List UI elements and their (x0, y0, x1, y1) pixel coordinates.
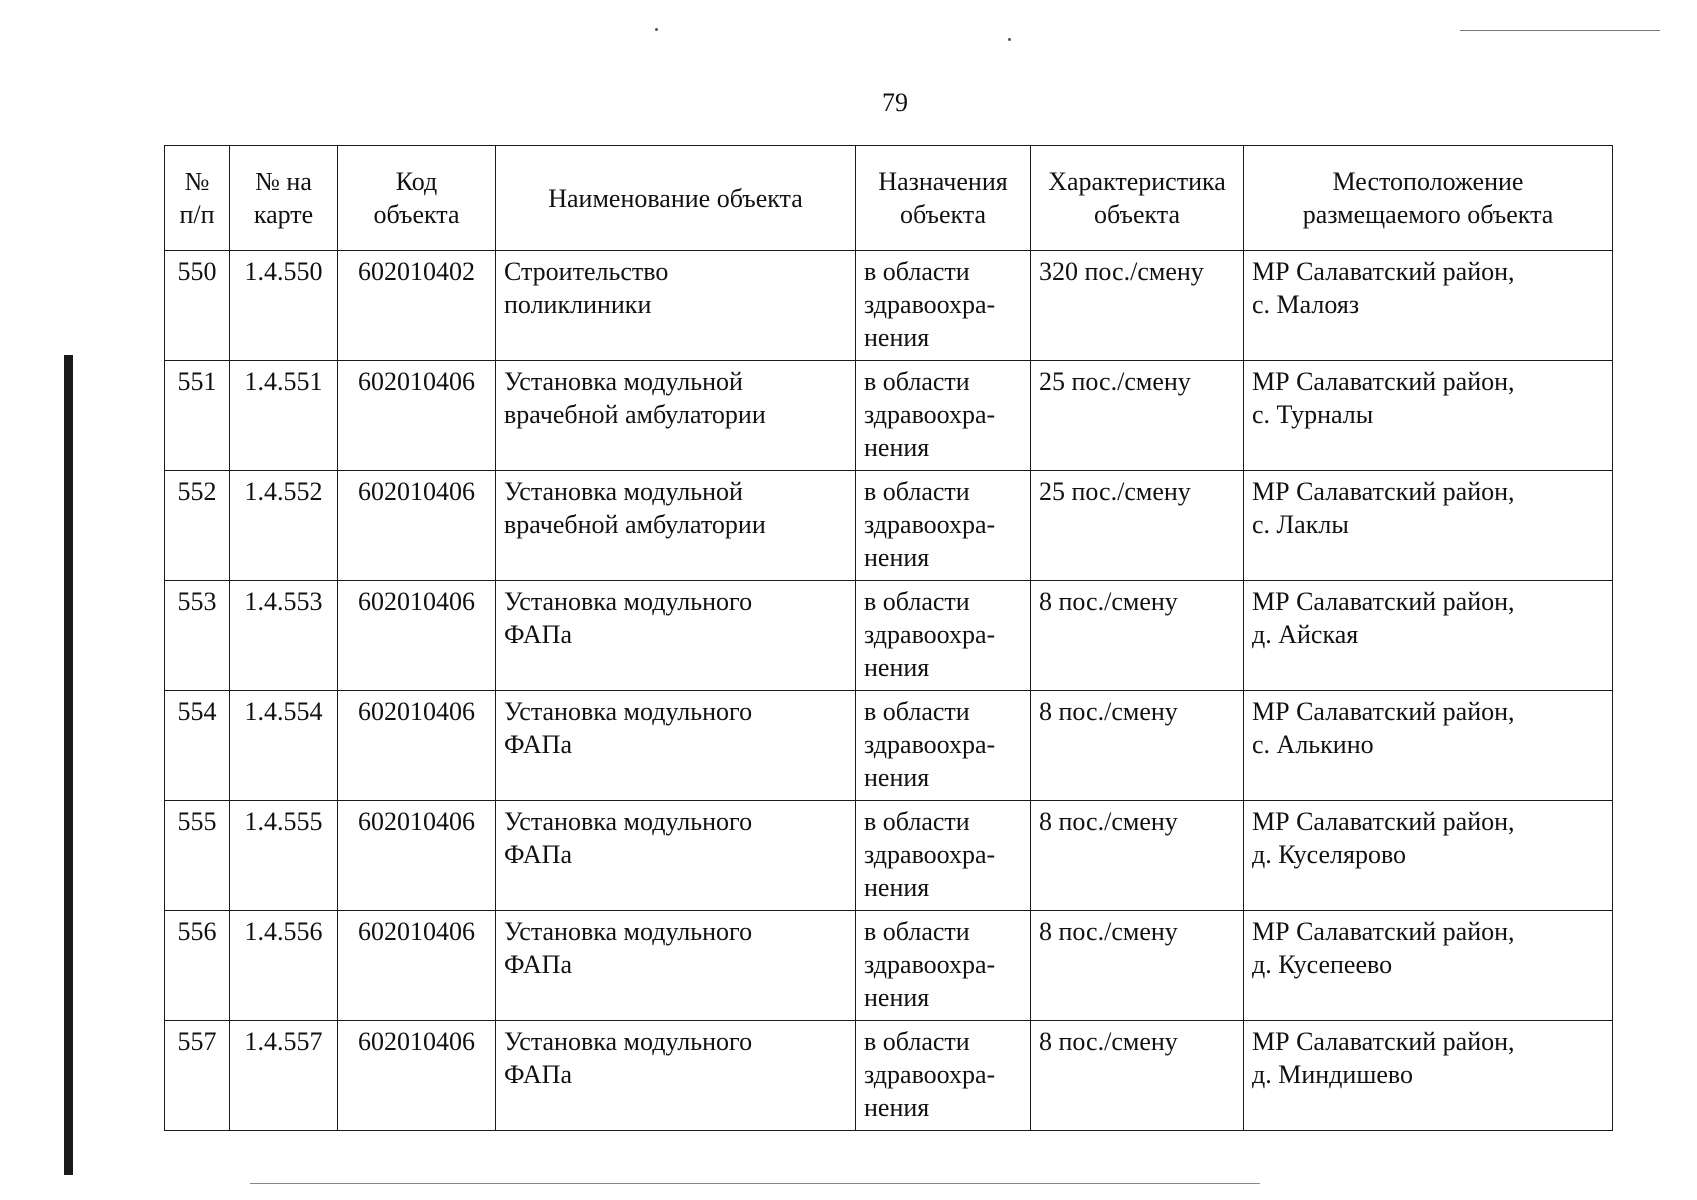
page-number: 79 (882, 88, 908, 117)
cell-object-characteristic: 25 пос./смену (1031, 361, 1244, 471)
cell-object-characteristic: 320 пос./смену (1031, 251, 1244, 361)
header-object-purpose: Назначения объекта (856, 146, 1031, 251)
cell-object-code: 602010406 (338, 361, 496, 471)
cell-map-number: 1.4.555 (230, 801, 338, 911)
cell-object-code: 602010406 (338, 691, 496, 801)
cell-object-code: 602010406 (338, 471, 496, 581)
cell-object-location: МР Салаватский район, с. Алькино (1244, 691, 1613, 801)
cell-number: 553 (165, 581, 230, 691)
cell-object-purpose: в области здравоохра- нения (856, 801, 1031, 911)
table-row (165, 361, 1613, 471)
cell-number: 554 (165, 691, 230, 801)
cell-object-name: Строительство поликлиники (496, 251, 856, 361)
cell-object-characteristic: 8 пос./смену (1031, 581, 1244, 691)
cell-number: 556 (165, 911, 230, 1021)
cell-object-code: 602010406 (338, 581, 496, 691)
cell-object-purpose: в области здравоохра- нения (856, 471, 1031, 581)
header-object-location: Местоположение размещаемого объекта (1244, 146, 1613, 251)
cell-object-name: Установка модульного ФАПа (496, 691, 856, 801)
cell-number: 555 (165, 801, 230, 911)
scan-bottom-line (250, 1183, 1260, 1184)
header-number: № п/п (165, 146, 230, 251)
table-row (165, 251, 1613, 361)
cell-object-purpose: в области здравоохра- нения (856, 1021, 1031, 1131)
scan-speck (1008, 38, 1011, 41)
cell-object-characteristic: 25 пос./смену (1031, 471, 1244, 581)
table-row (165, 581, 1613, 691)
header-object-code: Код объекта (338, 146, 496, 251)
scan-top-line (1460, 30, 1660, 31)
header-object-characteristic: Характеристика объекта (1031, 146, 1244, 251)
cell-object-name: Установка модульного ФАПа (496, 801, 856, 911)
cell-map-number: 1.4.556 (230, 911, 338, 1021)
cell-object-characteristic: 8 пос./смену (1031, 1021, 1244, 1131)
cell-object-location: МР Салаватский район, с. Турналы (1244, 361, 1613, 471)
cell-object-location: МР Салаватский район, д. Кусепеево (1244, 911, 1613, 1021)
cell-object-purpose: в области здравоохра- нения (856, 691, 1031, 801)
cell-object-location: МР Салаватский район, д. Айская (1244, 581, 1613, 691)
table-row (165, 801, 1613, 911)
cell-object-name: Установка модульного ФАПа (496, 581, 856, 691)
cell-number: 557 (165, 1021, 230, 1131)
cell-object-purpose: в области здравоохра- нения (856, 251, 1031, 361)
table-row (165, 471, 1613, 581)
cell-object-location: МР Салаватский район, с. Лаклы (1244, 471, 1613, 581)
cell-object-characteristic: 8 пос./смену (1031, 801, 1244, 911)
cell-object-location: МР Салаватский район, д. Миндишево (1244, 1021, 1613, 1131)
cell-number: 552 (165, 471, 230, 581)
cell-object-characteristic: 8 пос./смену (1031, 691, 1244, 801)
cell-object-purpose: в области здравоохра- нения (856, 581, 1031, 691)
cell-object-name: Установка модульного ФАПа (496, 1021, 856, 1131)
cell-object-characteristic: 8 пос./смену (1031, 911, 1244, 1021)
cell-object-code: 602010406 (338, 911, 496, 1021)
cell-object-location: МР Салаватский район, с. Малояз (1244, 251, 1613, 361)
cell-object-name: Установка модульного ФАПа (496, 911, 856, 1021)
cell-number: 550 (165, 251, 230, 361)
cell-map-number: 1.4.554 (230, 691, 338, 801)
cell-object-purpose: в области здравоохра- нения (856, 361, 1031, 471)
cell-map-number: 1.4.552 (230, 471, 338, 581)
cell-object-code: 602010406 (338, 1021, 496, 1131)
table-row (165, 1021, 1613, 1131)
cell-object-code: 602010406 (338, 801, 496, 911)
table-header-row (165, 146, 1613, 251)
cell-object-purpose: в области здравоохра- нения (856, 911, 1031, 1021)
cell-object-name: Установка модульной врачебной амбулатории (496, 471, 856, 581)
table-row (165, 691, 1613, 801)
objects-table (164, 145, 1613, 1131)
cell-object-name: Установка модульной врачебной амбулатории (496, 361, 856, 471)
cell-map-number: 1.4.551 (230, 361, 338, 471)
cell-number: 551 (165, 361, 230, 471)
header-object-name: Наименование объекта (496, 146, 856, 251)
cell-object-location: МР Салаватский район, д. Куселярово (1244, 801, 1613, 911)
scan-edge-mark (64, 355, 73, 1175)
cell-map-number: 1.4.553 (230, 581, 338, 691)
cell-map-number: 1.4.557 (230, 1021, 338, 1131)
cell-object-code: 602010402 (338, 251, 496, 361)
scan-speck (655, 28, 658, 31)
header-map-number: № на карте (230, 146, 338, 251)
cell-map-number: 1.4.550 (230, 251, 338, 361)
table-row (165, 911, 1613, 1021)
